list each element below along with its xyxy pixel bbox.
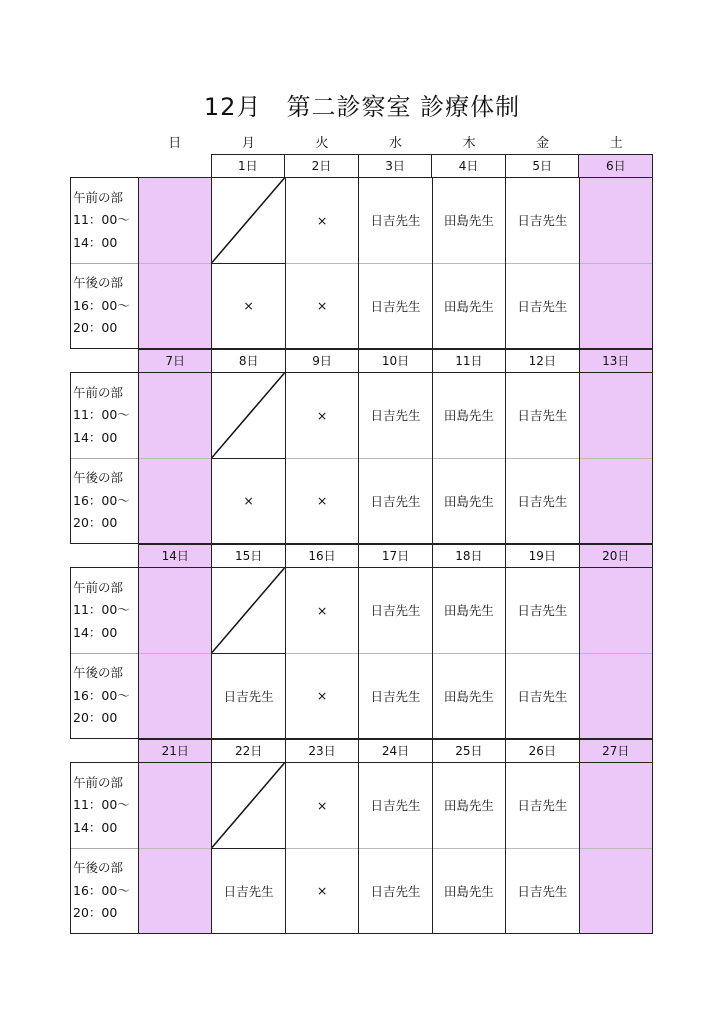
day-column-tue <box>286 373 359 543</box>
slot-text: × <box>316 407 328 423</box>
evening-session-label <box>71 459 138 544</box>
day-column-thu <box>433 763 506 933</box>
morning-slot-fri <box>506 178 578 264</box>
slot-text: 日吉先生 <box>370 493 421 509</box>
day-column-sun <box>139 373 212 543</box>
morning-slot-tue <box>286 568 358 654</box>
slot-text: 日吉先生 <box>370 603 421 619</box>
morning-slot-sat <box>580 568 652 654</box>
evening-slot-mon <box>212 654 284 739</box>
schedule-table <box>70 154 653 934</box>
morning-slot-sun <box>139 763 211 849</box>
slot-text: 日吉先生 <box>517 298 568 314</box>
morning-slot-fri <box>506 763 578 849</box>
session-label-line: 20：00 <box>73 710 118 725</box>
slot-text: 日吉先生 <box>517 798 568 814</box>
slot-text: 日吉先生 <box>517 408 568 424</box>
weekday-wed: 水 <box>389 136 403 151</box>
date-row <box>138 154 653 177</box>
evening-slot-thu <box>433 654 505 739</box>
date-cell-thu: 18日 <box>432 544 505 567</box>
date-cell-thu: 25日 <box>432 739 505 762</box>
date-cell-sun <box>138 154 211 177</box>
diagonal-slash-icon <box>212 373 284 458</box>
date-row <box>138 544 653 567</box>
evening-slot-fri <box>506 849 578 934</box>
day-column-thu <box>433 178 506 348</box>
date-cell-fri: 5日 <box>505 154 579 177</box>
evening-slot-fri <box>506 264 578 349</box>
day-column-mon <box>212 373 285 543</box>
slot-text: 日吉先生 <box>370 298 421 314</box>
day-column-wed <box>359 763 432 933</box>
morning-session-label <box>71 373 138 459</box>
day-column-fri <box>506 763 579 933</box>
evening-slot-thu <box>433 459 505 544</box>
morning-slot-fri <box>506 568 578 654</box>
session-label-line: 午前の部 <box>73 189 124 205</box>
date-cell-wed: 24日 <box>358 739 431 762</box>
day-column-tue <box>286 763 359 933</box>
session-labels <box>71 373 139 543</box>
session-label-line: 午前の部 <box>73 384 124 400</box>
morning-slot-tue <box>286 178 358 264</box>
day-column-fri <box>506 568 579 738</box>
day-column-mon <box>212 568 285 738</box>
session-label-line: 16：00～ <box>73 297 130 313</box>
evening-slot-fri <box>506 654 578 739</box>
date-cell-mon: 8日 <box>211 349 284 372</box>
date-row <box>138 739 653 762</box>
diagonal-slash-icon <box>212 568 284 653</box>
evening-slot-sat <box>580 459 652 544</box>
closed-slash-cell <box>212 568 284 654</box>
morning-slot-wed <box>359 178 431 264</box>
evening-slot-wed <box>359 459 431 544</box>
slot-text: × <box>316 688 328 704</box>
diagonal-slash-icon <box>212 178 284 263</box>
weekday-header <box>138 134 653 154</box>
diagonal-slash-icon <box>212 763 284 848</box>
page-title: 12月 第二診察室 診療体制 <box>203 93 521 121</box>
date-cell-sat: 6日 <box>578 154 653 177</box>
schedule-grid <box>70 372 653 544</box>
date-cell-sat: 27日 <box>579 739 653 762</box>
date-cell-tue: 23日 <box>285 739 358 762</box>
slot-text: × <box>316 602 328 618</box>
evening-session-label <box>71 654 138 739</box>
morning-session-label <box>71 178 138 264</box>
morning-slot-sun <box>139 373 211 459</box>
date-cell-sun: 21日 <box>138 739 211 762</box>
session-label-line: 11：00～ <box>73 602 130 617</box>
schedule-grid <box>70 177 653 349</box>
evening-slot-thu <box>433 849 505 934</box>
slot-text: × <box>243 298 254 314</box>
session-label-line: 20：00 <box>73 515 118 530</box>
slot-text: 田島先生 <box>443 298 494 314</box>
day-column-tue <box>286 178 359 348</box>
slot-text: 日吉先生 <box>370 688 421 704</box>
morning-session-label <box>71 568 138 654</box>
slot-text: 日吉先生 <box>370 798 421 814</box>
week-block <box>70 154 653 349</box>
slot-text: 田島先生 <box>443 798 494 814</box>
evening-slot-sun <box>139 849 211 934</box>
slot-text: 日吉先生 <box>517 688 568 704</box>
slot-text: × <box>243 493 254 509</box>
date-cell-mon: 15日 <box>211 544 284 567</box>
session-label-line: 午後の部 <box>73 860 124 875</box>
closed-slash-cell <box>212 763 284 849</box>
date-cell-wed: 10日 <box>358 349 431 372</box>
session-label-line: 午後の部 <box>73 275 124 290</box>
weekday-sun: 日 <box>168 136 182 151</box>
date-cell-fri: 12日 <box>505 349 578 372</box>
evening-slot-tue <box>286 459 358 544</box>
day-column-fri <box>506 178 579 348</box>
date-cell-thu: 11日 <box>432 349 505 372</box>
session-label-line: 午後の部 <box>73 665 124 680</box>
session-label-line: 11：00～ <box>73 212 130 227</box>
date-cell-fri: 19日 <box>505 544 578 567</box>
slot-text: 日吉先生 <box>517 603 568 619</box>
evening-slot-tue <box>286 849 358 934</box>
morning-slot-sat <box>580 178 652 264</box>
day-column-tue <box>286 568 359 738</box>
slot-text: 日吉先生 <box>517 883 568 899</box>
slot-text: 田島先生 <box>443 603 494 619</box>
closed-slash-cell <box>212 373 284 459</box>
evening-slot-fri <box>506 459 578 544</box>
slot-text: 田島先生 <box>443 213 494 229</box>
date-cell-sun: 7日 <box>138 349 211 372</box>
weekday-thu: 木 <box>462 136 476 151</box>
day-column-sat <box>580 763 652 933</box>
evening-slot-wed <box>359 849 431 934</box>
slot-text: × <box>316 298 328 314</box>
day-column-mon <box>212 178 285 348</box>
evening-session-label <box>71 849 138 934</box>
date-cell-mon: 1日 <box>211 154 285 177</box>
session-label-line: 午前の部 <box>73 774 124 790</box>
slot-text: × <box>316 883 328 899</box>
date-cell-tue: 9日 <box>285 349 358 372</box>
week-block <box>70 349 653 544</box>
evening-slot-sat <box>580 264 652 349</box>
slot-text: 日吉先生 <box>517 213 568 229</box>
week-block <box>70 739 653 934</box>
session-label-line: 20：00 <box>73 905 118 920</box>
session-label-line: 11：00～ <box>73 407 130 422</box>
day-column-sun <box>139 178 212 348</box>
evening-slot-thu <box>433 264 505 349</box>
schedule-grid <box>70 762 653 934</box>
morning-slot-thu <box>433 568 505 654</box>
day-column-wed <box>359 568 432 738</box>
slot-text: 日吉先生 <box>517 493 568 509</box>
evening-slot-wed <box>359 264 431 349</box>
evening-session-label <box>71 264 138 349</box>
closed-slash-cell <box>212 178 284 264</box>
morning-slot-wed <box>359 568 431 654</box>
evening-slot-sun <box>139 459 211 544</box>
slot-text: 田島先生 <box>443 883 494 899</box>
day-column-sun <box>139 568 212 738</box>
day-column-fri <box>506 373 579 543</box>
evening-slot-tue <box>286 654 358 739</box>
day-column-sun <box>139 763 212 933</box>
session-label-line: 16：00～ <box>73 687 130 703</box>
slot-text: 日吉先生 <box>223 883 274 899</box>
date-cell-wed: 3日 <box>358 154 432 177</box>
evening-slot-sat <box>580 849 652 934</box>
morning-slot-thu <box>433 373 505 459</box>
session-label-line: 11：00～ <box>73 797 130 812</box>
evening-slot-sun <box>139 654 211 739</box>
morning-slot-thu <box>433 178 505 264</box>
date-cell-tue: 2日 <box>284 154 358 177</box>
schedule-grid <box>70 567 653 739</box>
date-cell-wed: 17日 <box>358 544 431 567</box>
slot-text: 日吉先生 <box>370 408 421 424</box>
morning-slot-sun <box>139 178 211 264</box>
date-cell-tue: 16日 <box>285 544 358 567</box>
morning-slot-sat <box>580 373 652 459</box>
date-row <box>138 349 653 372</box>
session-label-line: 14：00 <box>73 819 118 835</box>
evening-slot-mon <box>212 459 284 544</box>
date-cell-sun: 14日 <box>138 544 211 567</box>
day-column-sat <box>580 178 652 348</box>
morning-slot-fri <box>506 373 578 459</box>
session-label-line: 14：00 <box>73 624 118 640</box>
day-column-sat <box>580 373 652 543</box>
day-column-mon <box>212 763 285 933</box>
week-block <box>70 544 653 739</box>
morning-slot-tue <box>286 763 358 849</box>
morning-slot-sat <box>580 763 652 849</box>
day-column-thu <box>433 373 506 543</box>
weekday-fri: 金 <box>536 136 550 151</box>
weekday-sat: 土 <box>609 136 623 151</box>
evening-slot-wed <box>359 654 431 739</box>
session-label-line: 20：00 <box>73 320 118 335</box>
slot-text: × <box>316 212 328 228</box>
morning-slot-wed <box>359 763 431 849</box>
session-label-line: 午前の部 <box>73 579 124 595</box>
date-cell-sat: 20日 <box>579 544 653 567</box>
session-label-line: 16：00～ <box>73 492 130 508</box>
date-cell-sat: 13日 <box>579 349 653 372</box>
session-labels <box>71 178 139 348</box>
day-column-sat <box>580 568 652 738</box>
weekday-mon: 月 <box>241 136 255 151</box>
evening-slot-mon <box>212 264 284 349</box>
session-label-line: 16：00～ <box>73 882 130 898</box>
evening-slot-sun <box>139 264 211 349</box>
slot-text: 田島先生 <box>443 493 494 509</box>
session-label-line: 14：00 <box>73 234 118 250</box>
evening-slot-tue <box>286 264 358 349</box>
weekday-tue: 火 <box>315 136 329 151</box>
day-column-thu <box>433 568 506 738</box>
morning-slot-tue <box>286 373 358 459</box>
day-column-wed <box>359 178 432 348</box>
morning-slot-thu <box>433 763 505 849</box>
session-labels <box>71 763 139 933</box>
morning-slot-sun <box>139 568 211 654</box>
morning-session-label <box>71 763 138 849</box>
slot-text: 日吉先生 <box>370 213 421 229</box>
session-labels <box>71 568 139 738</box>
slot-text: × <box>316 797 328 813</box>
evening-slot-sat <box>580 654 652 739</box>
slot-text: × <box>316 493 328 509</box>
day-column-wed <box>359 373 432 543</box>
evening-slot-mon <box>212 849 284 934</box>
morning-slot-wed <box>359 373 431 459</box>
slot-text: 日吉先生 <box>370 883 421 899</box>
slot-text: 田島先生 <box>443 688 494 704</box>
date-cell-fri: 26日 <box>505 739 578 762</box>
slot-text: 日吉先生 <box>223 688 274 704</box>
session-label-line: 14：00 <box>73 429 118 445</box>
date-cell-thu: 4日 <box>431 154 505 177</box>
slot-text: 田島先生 <box>443 408 494 424</box>
session-label-line: 午後の部 <box>73 470 124 485</box>
date-cell-mon: 22日 <box>211 739 284 762</box>
